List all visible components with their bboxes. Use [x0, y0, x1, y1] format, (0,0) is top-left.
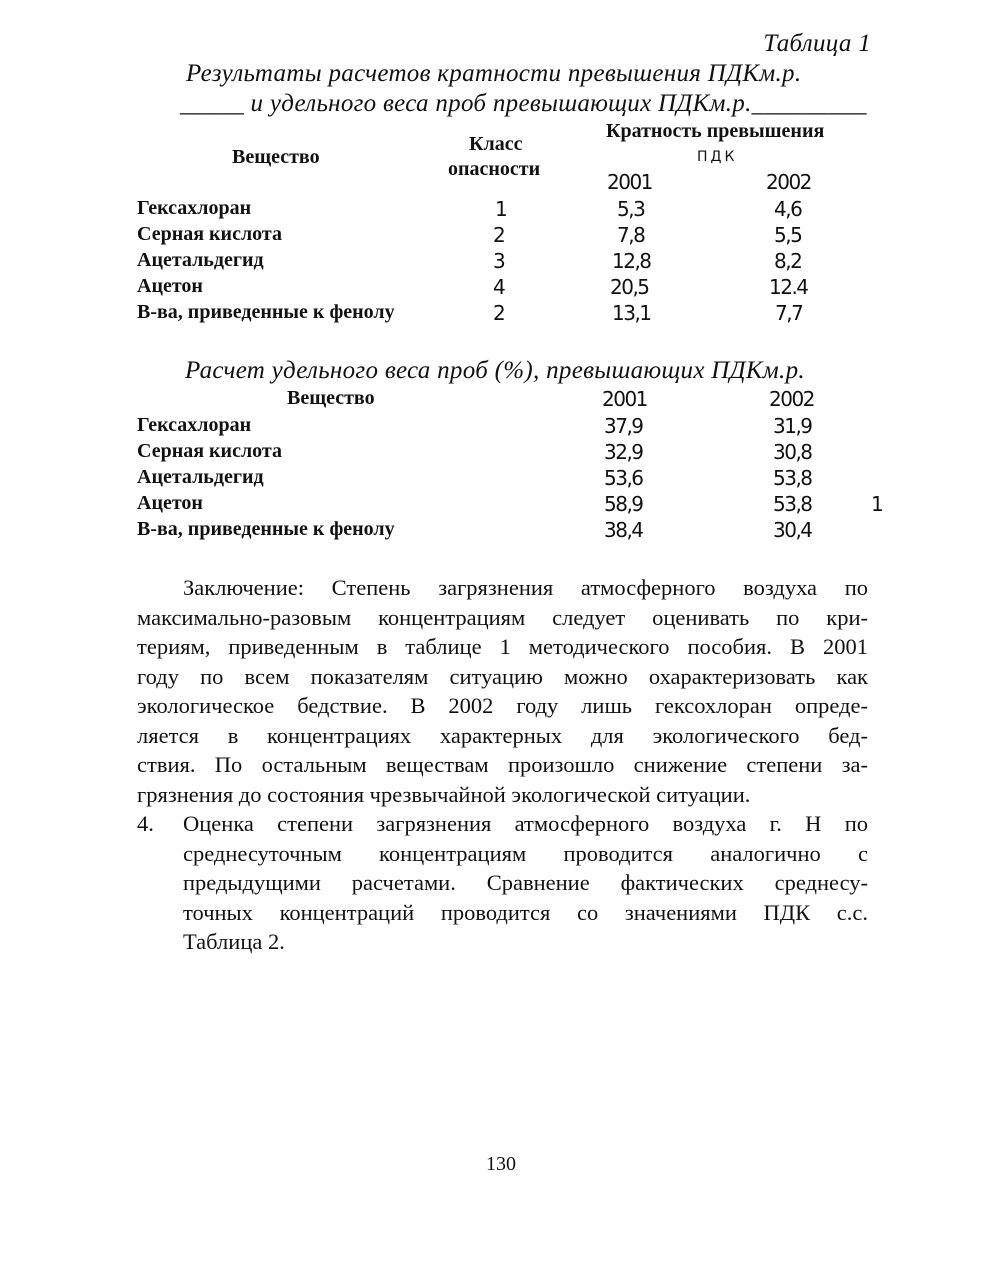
conclusion-line: ляется в концентрациях характерных для экологического бед-: [137, 723, 868, 748]
table-row-value-2002: 7,7: [775, 301, 803, 325]
table-row-value-2001: 5,3: [617, 197, 645, 221]
table-row-value-2002: 4,6: [774, 197, 802, 221]
table1-title-line1: Результаты расчетов кратности превышения ПДКм.р.: [186, 60, 802, 87]
conclusion-line: териям, приведенным в таблице 1 методического пособия. В 2001: [137, 634, 868, 659]
table-row-substance: Ацетальдегид: [137, 466, 264, 488]
conclusion-line: Заключение: Степень загрязнения атмосферного воздуха по: [183, 575, 868, 600]
conclusion-line: экологическое бедствие. В 2002 году лишь гексохлоран опреде-: [137, 693, 868, 718]
table2-header-year-2001: 2001: [602, 387, 647, 411]
table-row-substance: Ацетон: [137, 492, 203, 514]
table-row-value-2001: 38,4: [604, 518, 643, 542]
table2-header-substance: Вещество: [287, 387, 375, 409]
table-row-value-2001: 7,8: [617, 223, 645, 247]
table-row-value-2001: 58,9: [604, 492, 643, 516]
table-row-value-2002: 30,4: [773, 518, 812, 542]
table-caption: Таблица 1: [763, 30, 871, 57]
conclusion-line: ствия. По остальным веществам произошло снижение степени за-: [137, 752, 868, 777]
table1-header-class-line2: опасности: [448, 158, 541, 180]
table-row-value-2001: 12,8: [612, 249, 651, 273]
conclusion-line: максимально-разовым концентрациям следует оценивать по кри-: [137, 605, 868, 630]
item-number: 4.: [137, 811, 154, 836]
conclusion-line: году по всем показателям ситуацию можно охарактеризовать как: [137, 664, 868, 689]
table1-header-year-2002: 2002: [766, 170, 811, 194]
item-line: среднесуточным концентрациям проводится аналогично с: [183, 841, 868, 866]
table-row-substance: Гексахлоран: [137, 197, 252, 219]
table-row-class: 3: [493, 249, 505, 273]
table-row-value-2002: 30,8: [773, 440, 812, 464]
table2-title: Расчет удельного веса проб (%), превышающих ПДКм.р.: [185, 357, 805, 384]
table-row-substance: Гексахлоран: [137, 414, 252, 436]
table1-header-pdk: ПДК: [697, 149, 738, 165]
table-row-value-2001: 20,5: [610, 275, 649, 299]
item-line: Таблица 2.: [183, 929, 285, 954]
table-row-class: 1: [495, 197, 507, 221]
table-row-value-2001: 37,9: [604, 414, 643, 438]
item-line: точных концентраций проводится со значениями ПДК с.с.: [183, 900, 868, 925]
table-row-value-2002: 8,2: [774, 249, 802, 273]
table1-header-exceedance: Кратность превышения: [606, 120, 825, 142]
table-row-value-2002: 12.4: [769, 275, 808, 299]
table-row-value-2001: 13,1: [612, 301, 651, 325]
table1-header-class-line1: Класс: [469, 133, 523, 155]
table1-header-year-2001: 2001: [607, 170, 652, 194]
table1-header-substance: Вещество: [232, 146, 320, 168]
table-row-substance: Ацетальдегид: [137, 249, 264, 271]
item-line: предыдущими расчетами. Сравнение фактических среднесу-: [183, 870, 868, 895]
table-row-class: 4: [493, 275, 505, 299]
table1-title-line2: _____ и удельного веса проб превышающих ПДКм.р._________: [180, 90, 867, 117]
table-row-value-2002: 53,8: [773, 466, 812, 490]
item-line: Оценка степени загрязнения атмосферного воздуха г. Н по: [183, 811, 868, 836]
table-row-substance: В-ва, приведенные к фенолу: [137, 518, 395, 540]
table-row-class: 2: [493, 301, 505, 325]
stray-mark: 1: [871, 492, 883, 516]
table-row-value-2002: 53,8: [773, 492, 812, 516]
table-row-class: 2: [493, 223, 505, 247]
conclusion-line: грязнения до состояния чрезвычайной экологической ситуации.: [137, 782, 751, 807]
table2-header-year-2002: 2002: [769, 387, 814, 411]
table-row-substance: Серная кислота: [137, 440, 282, 462]
table-row-substance: Ацетон: [137, 275, 203, 297]
table-row-value-2002: 31,9: [773, 414, 812, 438]
table-row-value-2002: 5,5: [774, 223, 802, 247]
table-row-substance: Серная кислота: [137, 223, 282, 245]
table-row-substance: В-ва, приведенные к фенолу: [137, 301, 395, 323]
table-row-value-2001: 53,6: [604, 466, 643, 490]
page-number: 130: [486, 1153, 516, 1175]
table-row-value-2001: 32,9: [604, 440, 643, 464]
